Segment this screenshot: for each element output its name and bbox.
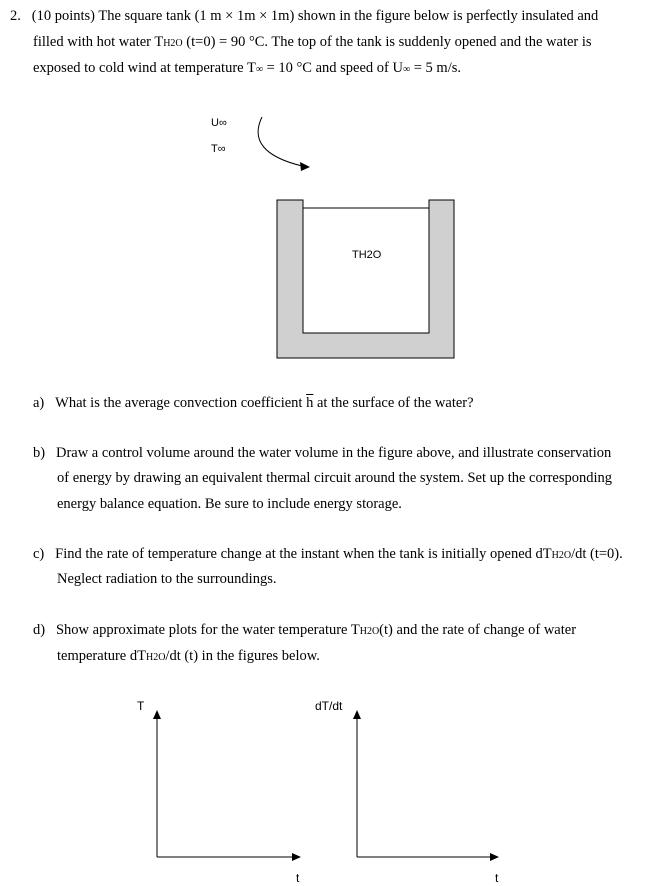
part-d-sub: H2O (359, 626, 380, 637)
right-plot-x-arrow-icon (490, 853, 499, 861)
left-plot-y-label: T (137, 699, 145, 713)
part-a-pre: What is the average convection coefficient (55, 395, 307, 411)
part-d-line-1 (33, 618, 576, 644)
part-d-post: (t) and the rate of change of water (379, 622, 577, 638)
wind-arrowhead-icon (300, 162, 310, 171)
part-c-line-2 (57, 567, 276, 592)
problem-line-2-pre: filled with hot water T (33, 34, 164, 50)
water-volume (303, 208, 429, 333)
right-plot-x-label: t (495, 871, 499, 885)
part-d-line-2 (57, 644, 320, 670)
problem-line-1-text: (10 points) The square tank (1 m × 1m × 1m) shown in the figure below is perfectly insulated and (31, 8, 599, 24)
problem-number: 2. (10, 8, 21, 24)
problem-line-2-post: (t=0) = 90 °C. The top of the tank is suddenly opened and the water is (182, 34, 592, 50)
left-plot-x-label: t (296, 871, 300, 885)
part-d-label: d) (33, 622, 46, 638)
part-c-post: /dt (t=0). (571, 546, 623, 562)
part-d-line-2-sub: H2O (145, 652, 166, 663)
right-plot-y-arrow-icon (353, 710, 361, 719)
t-inf-label: T∞ (211, 143, 226, 155)
part-c-pre: Find the rate of temperature change at the instant when the tank is initially opened dT (55, 546, 552, 562)
part-b-line-1-text: Draw a control volume around the water volume in the figure above, and illustrate conservation (55, 445, 612, 461)
tank-label: TH2O (352, 249, 382, 261)
right-plot-y-label: dT/dt (315, 699, 343, 713)
part-b-line-2 (57, 466, 612, 491)
problem-line-3-post: = 5 m/s. (410, 60, 462, 76)
u-inf-label: U∞ (211, 117, 227, 129)
part-d-line-2-pre: temperature dT (57, 648, 146, 664)
part-b-label: b) (33, 445, 46, 461)
problem-line-3-pre: exposed to cold wind at temperature T (33, 60, 256, 76)
part-a-post: at the surface of the water? (313, 395, 474, 411)
part-a-label: a) (33, 395, 45, 411)
part-c-line-1 (33, 542, 623, 568)
left-plot-y-arrow-icon (153, 710, 161, 719)
problem-line-2-sub: H2O (163, 38, 183, 49)
part-b-line-3 (57, 492, 402, 517)
part-b-line-3-text: energy balance equation. Be sure to include energy storage. (57, 496, 402, 512)
problem-line-3-sub1: ∞ (255, 64, 263, 75)
left-plot-x-arrow-icon (292, 853, 301, 861)
problem-line-3-mid: = 10 °C and speed of U (262, 60, 403, 76)
problem-line-3-sub2: ∞ (402, 64, 411, 75)
wind-arrow-curve (258, 117, 302, 166)
part-c-line-2-text: Neglect radiation to the surroundings. (57, 571, 277, 587)
part-b-line-1 (33, 441, 611, 466)
part-a (33, 391, 474, 416)
part-b-line-2-text: of energy by drawing an equivalent thermal circuit around the system. Set up the corresponding (57, 470, 613, 486)
part-a-hbar: $\overline{h}$ (306, 395, 314, 411)
part-c-sub: H2O (551, 550, 572, 561)
part-c-label: c) (33, 546, 45, 562)
part-d-line-2-post: /dt (t) in the figures below. (165, 648, 320, 664)
part-d-pre: Show approximate plots for the water temperature T (55, 622, 360, 638)
